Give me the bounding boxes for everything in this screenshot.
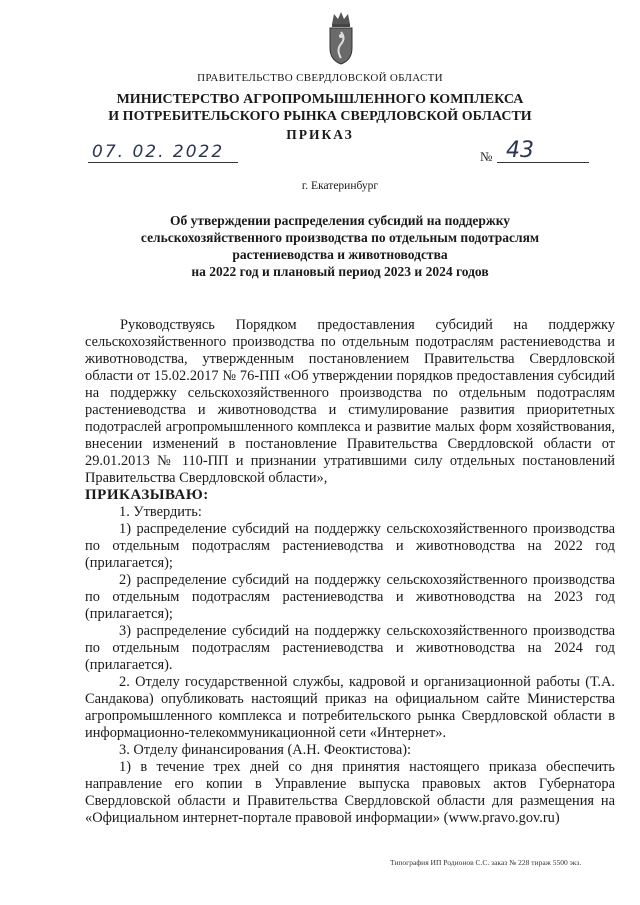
title-line-3: растениеводства и животноводства	[232, 247, 448, 262]
date-underline	[88, 162, 238, 163]
order-word: ПРИКАЗЫВАЮ:	[85, 487, 209, 503]
document-body	[85, 317, 615, 827]
clause-1-3: 3) распределение субсидий на поддержку сельскохозяйственного производства по отдельным подотраслям растениеводства и животноводства на 2024 год (прилагается).	[85, 623, 615, 673]
ministry-name	[0, 91, 640, 125]
coat-of-arms-icon	[326, 10, 356, 66]
number-underline	[497, 162, 589, 163]
clause-1: 1. Утвердить:	[119, 504, 202, 520]
title-line-2: сельскохозяйственного производства по отдельным подотраслям	[140, 230, 540, 245]
document-title	[90, 212, 590, 280]
clause-3: 3. Отделу финансирования (А.Н. Феоктистова):	[119, 742, 412, 758]
handwritten-date: 07. 02. 2022	[92, 142, 225, 162]
clause-3-1: 1) в течение трех дней со дня принятия настоящего приказа обеспечить направление его копии в Управление выпуска правовых актов Губернатора Свердловской области и Правительства Свердловской области для размещения на «Официальном интернет-портале правовой информации» (www.pravo.gov.ru)	[85, 759, 615, 826]
government-name: ПРАВИТЕЛЬСТВО СВЕРДЛОВСКОЙ ОБЛАСТИ	[197, 72, 443, 84]
number-label: №	[480, 149, 493, 164]
clause-1-1: 1) распределение субсидий на поддержку сельскохозяйственного производства по отдельным подотраслям растениеводства и животноводства на 2022 год (прилагается);	[85, 521, 615, 571]
document-type: ПРИКАЗ	[286, 127, 354, 142]
clause-1-2: 2) распределение субсидий на поддержку сельскохозяйственного производства по отдельным подотраслям растениеводства и животноводства на 2023 год (прилагается);	[85, 572, 615, 622]
print-imprint: Типография ИП Родионов С.С. заказ № 228 тираж 5500 экз.	[390, 858, 582, 867]
handwritten-number: 43	[506, 138, 534, 163]
intro-paragraph: Руководствуясь Порядком предоставления субсидий на поддержку сельскохозяйственного производства по отдельным подотраслям растениеводства и животноводства, утвержденным постановлением Правительства Свердловской области от 15.02.2017 № 76-ПП «Об утверждении порядков предоставления субсидий на поддержку сельскохозяйственного производства по отдельным подотраслям растениеводства и животноводства и стимулирование развития приоритетных подотраслей агропромышленного комплекса и развитие малых форм хозяйствования, внесении изменений в постановление Правительства Свердловской области от 29.01.2013 № 110-ПП и признании утратившими силу отдельных постановлений Правительства Свердловской области»,	[85, 317, 615, 486]
ministry-line-1: МИНИСТЕРСТВО АГРОПРОМЫШЛЕННОГО КОМПЛЕКСА	[116, 92, 524, 107]
title-line-4: на 2022 год и плановый период 2023 и 2024 годов	[191, 264, 489, 279]
city: г. Екатеринбург	[301, 180, 379, 192]
clause-2: 2. Отделу государственной службы, кадровой и организационной работы (Т.А. Сандакова) опубликовать настоящий приказ на официальном сайте Министерства агропромышленного комплекса и потребительского рынка Свердловской области в информационно-телекоммуникационной сети «Интернет».	[85, 674, 615, 741]
ministry-line-2: И ПОТРЕБИТЕЛЬСКОГО РЫНКА СВЕРДЛОВСКОЙ ОБЛАСТИ	[108, 109, 532, 124]
title-line-1: Об утверждении распределения субсидий на поддержку	[169, 213, 511, 228]
